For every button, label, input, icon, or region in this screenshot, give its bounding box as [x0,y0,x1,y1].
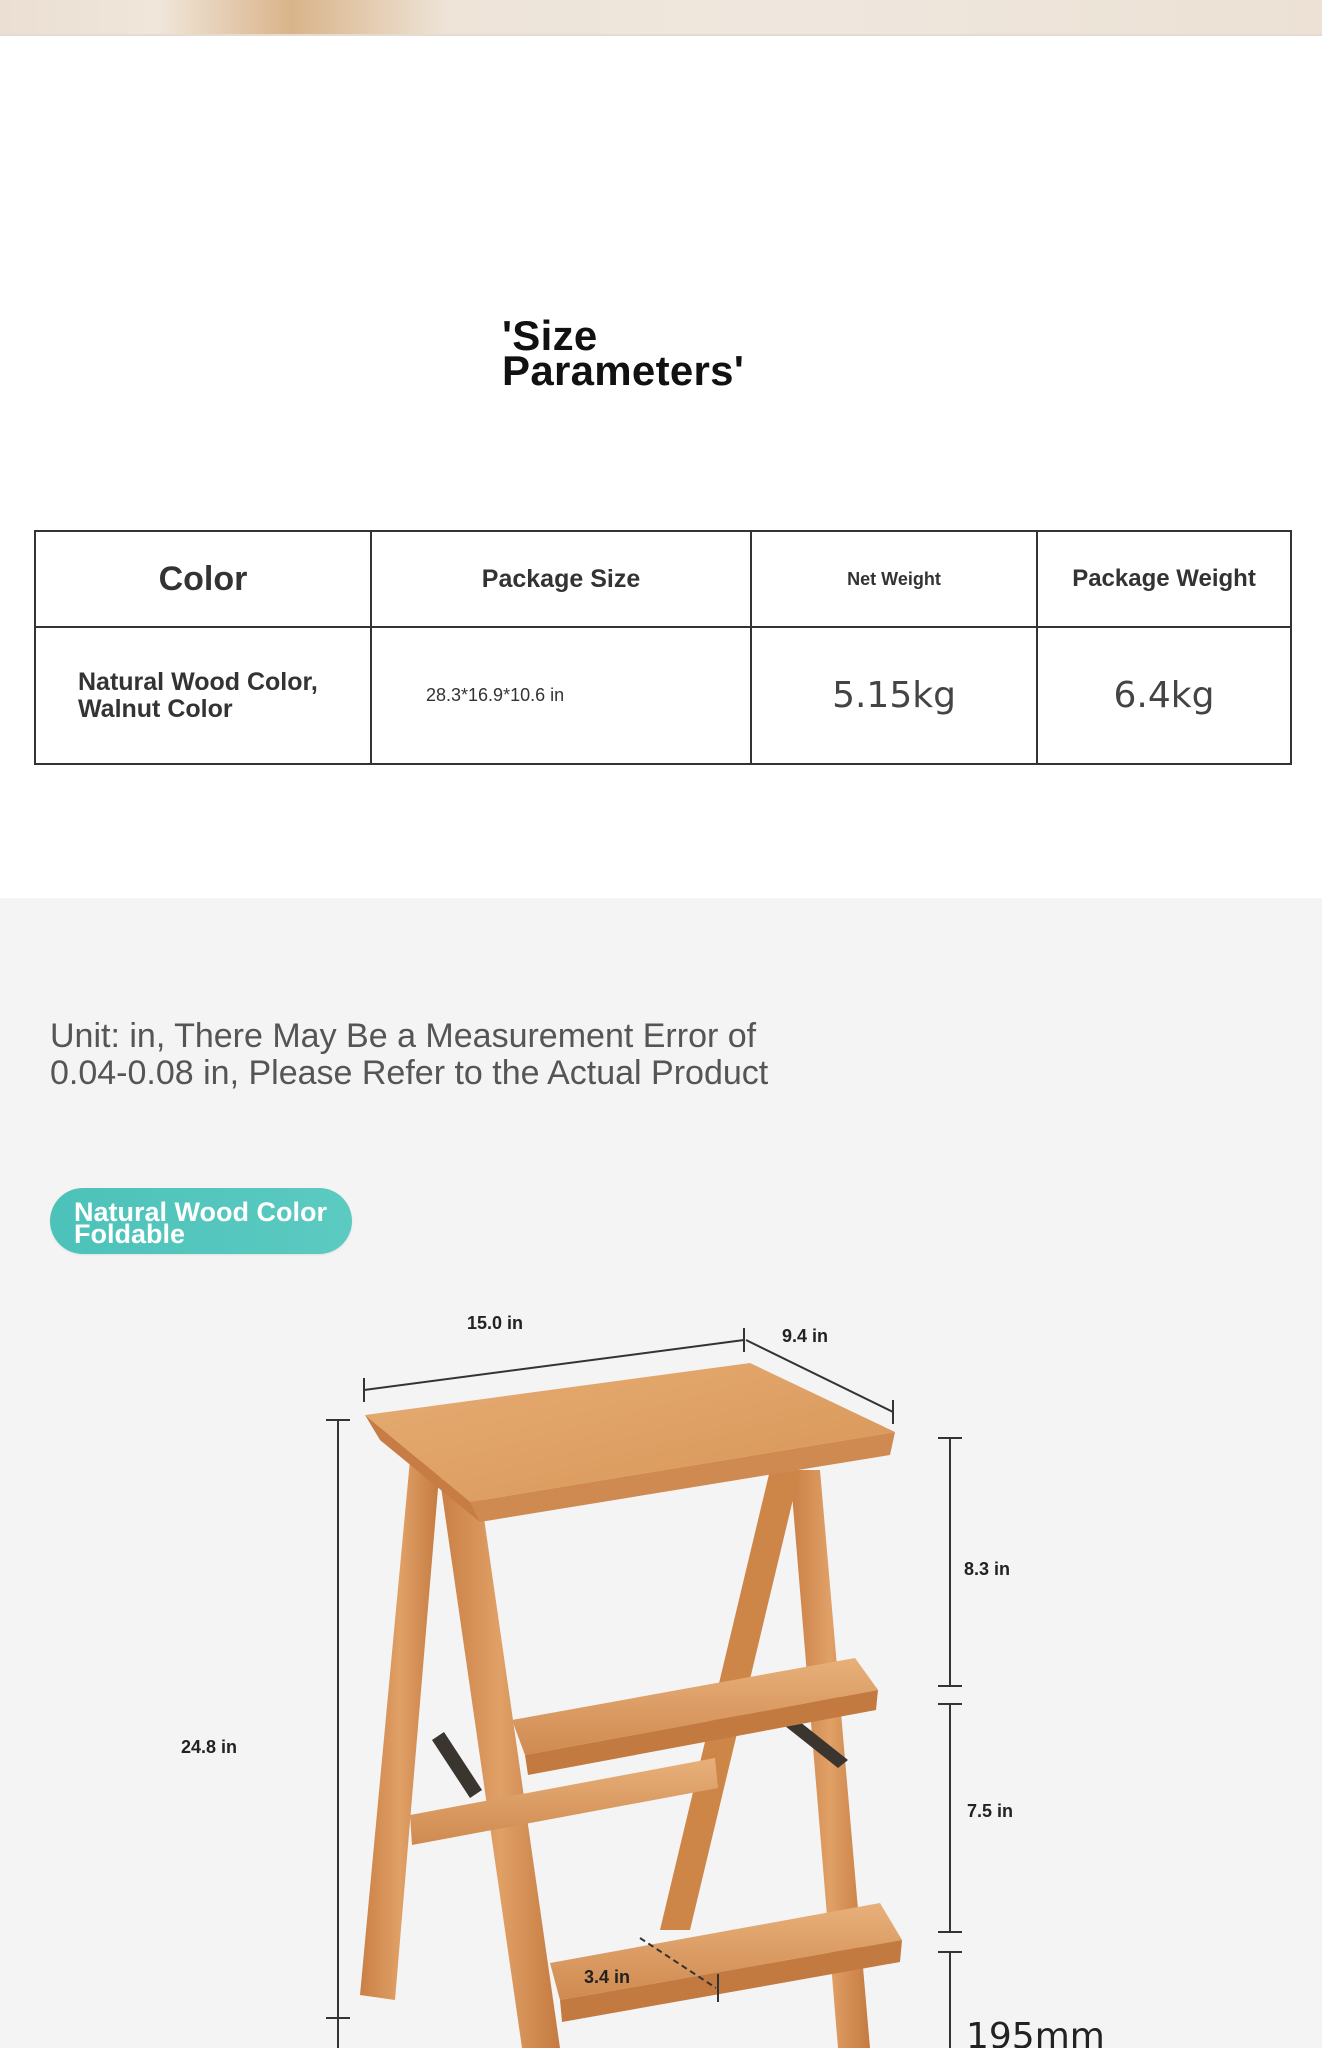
cell-color-line2: Walnut Color [78,694,233,723]
variant-badge-line2: Foldable [74,1219,186,1249]
header-package-weight: Package Weight [1037,531,1291,627]
cell-net-weight: 5.15kg [751,627,1037,764]
bottom-mm-label: 195mm [966,2016,1105,2048]
header-package-size: Package Size [371,531,751,627]
top-photo-edge [0,0,1322,36]
cell-color [35,627,371,764]
table-row [35,627,1291,764]
front-left-leg-outer [360,1460,440,2000]
cell-package-weight: 6.4kg [1037,627,1291,764]
cell-color-line1: Natural Wood Color, [78,667,318,696]
variant-badge-line1: Natural Wood Color [74,1197,327,1227]
measurement-note-line2: 0.04-0.08 in, Please Refer to the Actual Product [50,1054,769,1092]
variant-badge [50,1188,352,1254]
measurement-note-line1: Unit: in, There May Be a Measurement Error of [50,1017,757,1055]
lower-step-gap-label: 7.5 in [967,1801,1014,1821]
section-title-line2: Parameters' [502,347,745,394]
section-title [502,312,745,394]
cell-package-size: 28.3*16.9*10.6 in [371,627,751,764]
table-header-row [35,531,1291,627]
width-label: 15.0 in [467,1313,524,1333]
section-title-line1: 'Size [502,312,598,359]
depth-label: 9.4 in [782,1326,829,1346]
upper-step-gap-label: 8.3 in [964,1559,1011,1579]
step-depth-label: 3.4 in [584,1967,631,1987]
header-net-weight: Net Weight [751,531,1037,627]
header-color: Color [35,531,371,627]
height-label: 24.8 in [181,1737,238,1757]
hinge-left [432,1732,482,1798]
stool-diagram [0,1260,1322,2048]
spec-table [34,530,1292,765]
measurement-note [50,1018,768,1092]
